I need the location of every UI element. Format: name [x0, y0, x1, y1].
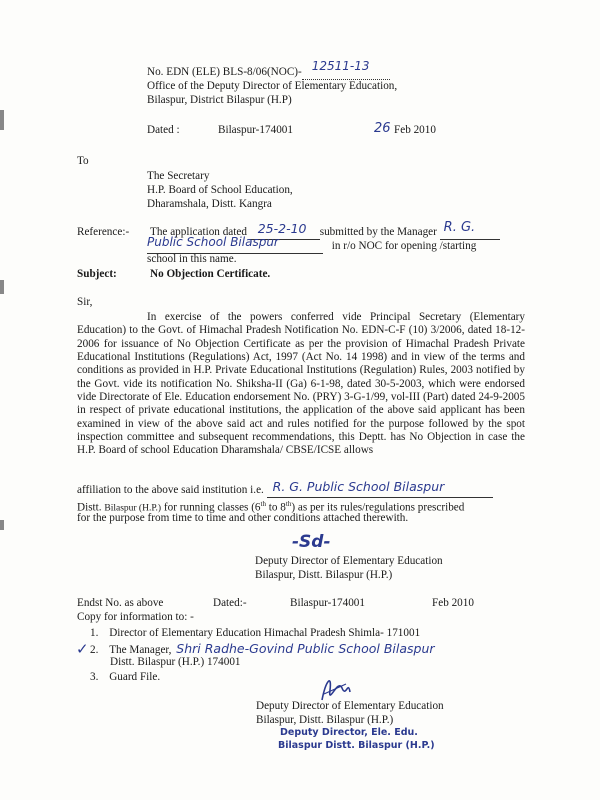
endorsement-number: Endst No. as above [77, 597, 164, 609]
copy-item-text: The Manager, [109, 644, 172, 656]
classes-superscript-start: th [260, 500, 266, 508]
recipient-address: Dharamshala, Distt. Kangra [147, 198, 272, 210]
endorsement-signatory-place: Bilaspur, Distt. Bilaspur (H.P.) [256, 714, 394, 726]
institution-name-handwritten: R. G. Public School Bilaspur [272, 479, 445, 494]
affiliation-text: affiliation to the above said institution i.e. [77, 484, 264, 496]
school-name-handwritten: Public School Bilaspur [147, 235, 279, 249]
official-stamp-line1: Deputy Director, Ele. Edu. [280, 727, 418, 738]
dated-place: Bilaspur-174001 [218, 124, 293, 136]
manager-name-handwritten: R. G. [443, 220, 476, 235]
copy-for-information-label: Copy for information to: - [77, 611, 194, 623]
scan-edge-mark [0, 110, 4, 130]
copy-item-3 [90, 671, 160, 684]
classes-place: Bilaspur (H.P.) [104, 503, 162, 514]
dated-label: Dated : [147, 124, 180, 136]
body-last-line: for the purpose from time to time and other conditions attached therewith. [77, 512, 409, 524]
signature-sd-handwritten: -Sd- [292, 532, 331, 552]
classes-superscript-end: th [285, 500, 292, 508]
office-name: Office of the Deputy Director of Elementary Education, [147, 80, 398, 92]
dated-month-year: Feb 2010 [394, 124, 436, 136]
reference-line2 [147, 235, 477, 254]
signatory-place: Bilaspur, Distt. Bilaspur (H.P.) [255, 569, 393, 581]
copy-item-number: 1. [90, 627, 99, 639]
reference-number [147, 59, 390, 80]
classes-suffix: ) as per its rules/regulations prescribed [291, 501, 465, 514]
affiliation-line [77, 479, 493, 498]
office-location: Bilaspur, District Bilaspur (H.P) [147, 94, 292, 106]
subject-label: Subject: [77, 268, 117, 280]
subject-text: No Objection Certificate. [150, 268, 271, 280]
reference-label: Reference:- [77, 226, 130, 238]
reference-number-prefix: No. EDN (ELE) BLS-8/06(NOC)- [147, 66, 302, 78]
manager-name-blank [440, 220, 500, 240]
copy-item-number: 3. [90, 671, 99, 683]
body-paragraph: In exercise of the powers conferred vide Principal Secretary (Elementary Education) to the Govt. of Himachal Pradesh Notification No. EDN-C-F (10) 3/2006, dated 18-12-2006 for issuance of No Objection Certificate as per the provision of Himachal Pradesh Private Educational Institutions (Regulations) Act, 1997 (Act No. 14 1998) and in view of the terms and conditions as provided in H.P. Private Educational Institutions (Regulation) Rules, 2003 notified by the Govt. vide its notification No. Shiksha-II (Ga) 6-1-98, dated 30-5-2003, which were endorsed vide Directorate of Ele. Education endorsement No. (PRY) 3-G-1/99, vol-III (Part) dated 24-9-2005 in respect of private educational institutions, the application of the above said applicant has been examined in view of the above said act and rules notified for the purpose followed by the spot inspection committee and subsequent recommendations, this Deptt. has No Objection in case the H.P. Board of school Education Dharamshala/ CBSE/ICSE allows [77, 311, 525, 457]
classes-prefix: Distt. [77, 501, 102, 514]
scan-edge-mark [0, 280, 4, 294]
application-date-handwritten: 25-2-10 [257, 221, 307, 236]
salutation: Sir, [77, 296, 93, 308]
copy-item-number: 2. [90, 644, 99, 656]
classes-to: to 8 [268, 501, 286, 514]
copy-item-text: Director of Elementary Education Himachal Pradesh Shimla- 171001 [109, 627, 421, 639]
school-name-blank [147, 235, 323, 254]
copy-item-address: Distt. Bilaspur (H.P.) 174001 [110, 656, 241, 668]
dated-day-handwritten: 26 [374, 121, 391, 136]
recipient-organization: H.P. Board of School Education, [147, 184, 293, 196]
copy-item-manager-handwritten: Shri Radhe-Govind Public School Bilaspur [176, 641, 435, 656]
copy-item-1 [90, 627, 420, 640]
endorsement-signatory-title: Deputy Director of Elementary Education [256, 700, 444, 712]
endorsement-dated-label: Dated:- [213, 597, 247, 609]
signatory-title: Deputy Director of Elementary Education [255, 555, 443, 567]
endorsement-place: Bilaspur-174001 [290, 597, 365, 609]
checkmark-icon: ✓ [76, 640, 89, 658]
reference-text-manager: submitted by the Manager [319, 226, 437, 238]
classes-text: for running classes (6 [163, 501, 261, 514]
copy-item-text: Guard File. [109, 671, 161, 683]
reference-number-handwritten: 12511-13 [311, 59, 370, 73]
copy-item-2 [90, 642, 435, 657]
recipient-title: The Secretary [147, 170, 210, 182]
reference-number-dotted-line [302, 59, 390, 80]
reference-text-start: The application dated [150, 226, 247, 238]
reference-text-noc: in r/o NOC for opening /starting [331, 240, 477, 252]
to-label: To [77, 155, 89, 167]
endorsement-month-year: Feb 2010 [432, 597, 474, 609]
institution-name-blank [267, 479, 493, 498]
reference-text-end: school in this name. [147, 253, 237, 265]
scan-edge-mark [0, 520, 4, 530]
official-stamp-line2: Bilaspur Distt. Bilaspur (H.P.) [278, 740, 435, 751]
